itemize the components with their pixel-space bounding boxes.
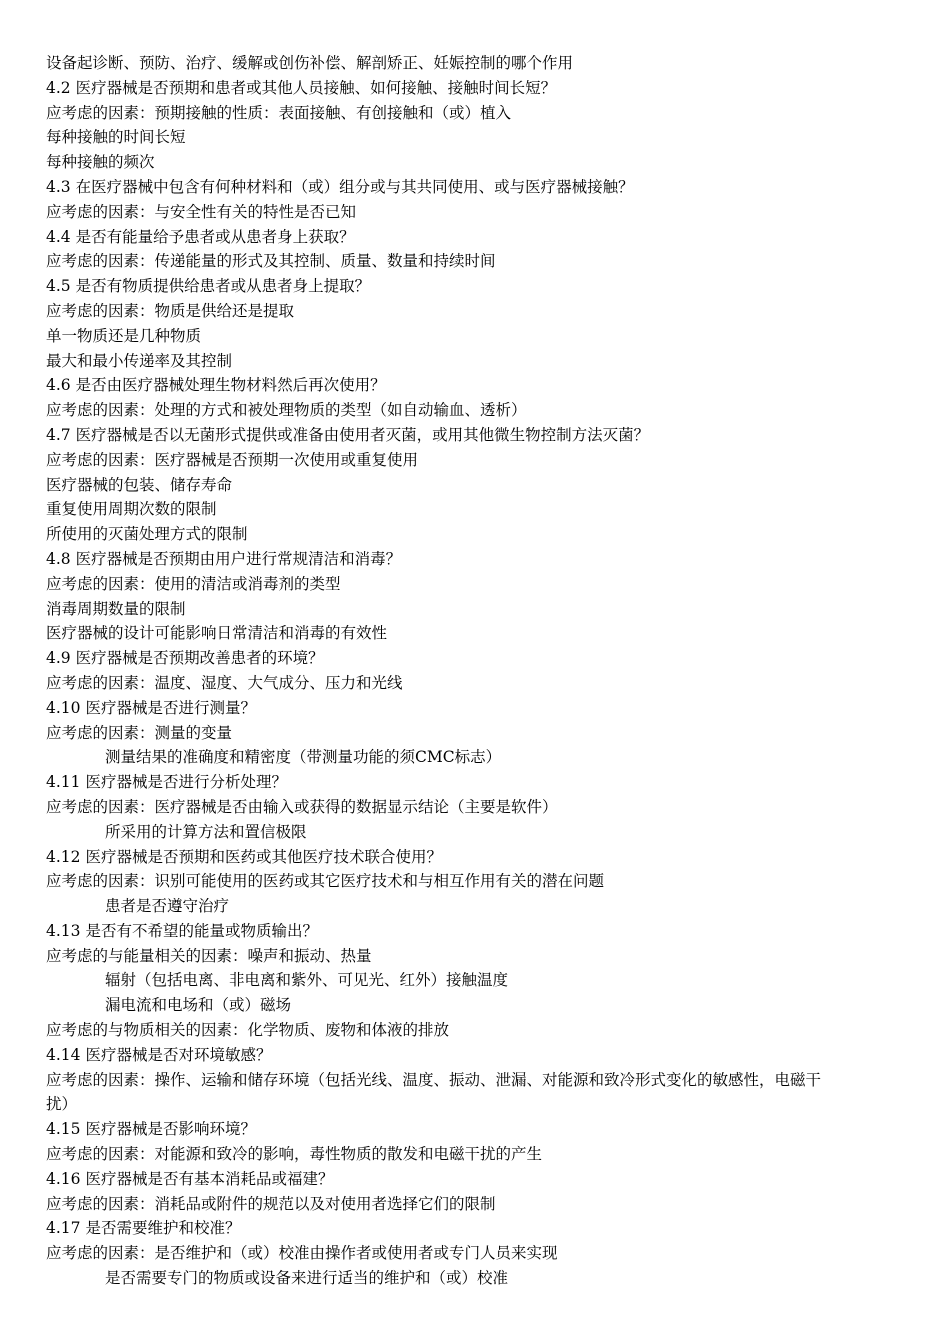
text-line: 4.7 医疗器械是否以无菌形式提供或准备由使用者灭菌，或用其他微生物控制方法灭菌？ [46, 425, 650, 444]
text-line: 应考虑的因素：医疗器械是否由输入或获得的数据显示结论（主要是软件） [46, 797, 558, 816]
text-line: 应考虑的因素：处理的方式和被处理物质的类型（如自动输血、透析） [46, 401, 527, 420]
text-line: 测量结果的准确度和精密度（带测量功能的须CMC标志） [105, 748, 502, 767]
text-line: 扰） [46, 1095, 78, 1114]
text-line: 应考虑的因素：使用的清洁或消毒剂的类型 [46, 574, 341, 593]
text-line: 4.9 医疗器械是否预期改善患者的环境？ [46, 649, 324, 668]
text-line: 应考虑的因素：物质是供给还是提取 [46, 301, 295, 320]
text-line: 设备起诊断、预防、治疗、缓解或创伤补偿、解剖矫正、妊娠控制的哪个作用 [46, 54, 574, 72]
text-line: 4.8 医疗器械是否预期由用户进行常规清洁和消毒？ [46, 549, 402, 568]
text-line: 单一物质还是几种物质 [46, 326, 202, 345]
text-line: 应考虑的因素：操作、运输和储存环境（包括光线、温度、振动、泄漏、对能源和致冷形式变化的敏感性，电磁干 [46, 1070, 822, 1089]
text-line: 应考虑的因素：消耗品或附件的规范以及对使用者选择它们的限制 [46, 1194, 496, 1213]
text-line: 4.15 医疗器械是否影响环境？ [46, 1120, 256, 1139]
text-line: 医疗器械的包装、储存寿命 [46, 475, 233, 494]
text-line: 4.11 医疗器械是否进行分析处理？ [46, 773, 287, 792]
text-line: 4.4 是否有能量给予患者或从患者身上获取？ [46, 227, 355, 246]
text-line: 是否需要专门的物质或设备来进行适当的维护和（或）校准 [105, 1269, 509, 1288]
text-line: 医疗器械的设计可能影响日常清洁和消毒的有效性 [46, 624, 388, 643]
text-line: 4.2 医疗器械是否预期和患者或其他人员接触、如何接触、接触时间长短？ [46, 78, 557, 97]
text-line: 4.6 是否由医疗器械处理生物材料然后再次使用？ [46, 376, 386, 395]
text-line: 应考虑的因素：医疗器械是否预期一次使用或重复使用 [46, 450, 419, 469]
text-line: 所采用的计算方法和置信极限 [105, 822, 307, 841]
text-line: 4.14 医疗器械是否对环境敏感？ [46, 1045, 272, 1064]
text-line: 最大和最小传递率及其控制 [46, 351, 233, 370]
text-line: 应考虑的因素：测量的变量 [46, 723, 233, 742]
text-line: 应考虑的因素：传递能量的形式及其控制、质量、数量和持续时间 [46, 252, 496, 271]
text-line: 应考虑的因素：对能源和致冷的影响，毒性物质的散发和电磁干扰的产生 [46, 1145, 543, 1164]
text-line: 所使用的灭菌处理方式的限制 [46, 525, 248, 544]
text-line: 每种接触的频次 [46, 153, 155, 172]
text-line: 辐射（包括电离、非电离和紫外、可见光、红外）接触温度 [105, 971, 509, 990]
text-line: 4.12 医疗器械是否预期和医药或其他医疗技术联合使用？ [46, 847, 442, 866]
text-line: 4.13 是否有不希望的能量或物质输出？ [46, 921, 318, 940]
text-line: 4.3 在医疗器械中包含有何种材料和（或）组分或与其共同使用、或与医疗器械接触？ [46, 177, 634, 196]
text-line: 重复使用周期次数的限制 [46, 500, 217, 519]
text-line: 应考虑的因素：温度、湿度、大气成分、压力和光线 [46, 673, 403, 692]
text-line: 应考虑的因素：是否维护和（或）校准由操作者或使用者或专门人员来实现 [46, 1244, 558, 1263]
text-line: 4.17 是否需要维护和校准？ [46, 1219, 241, 1238]
text-line: 应考虑的因素：识别可能使用的医药或其它医疗技术和与相互作用有关的潜在问题 [46, 872, 605, 891]
text-line: 应考虑的因素：预期接触的性质：表面接触、有创接触和（或）植入 [46, 103, 512, 122]
text-line: 应考虑的因素：与安全性有关的特性是否已知 [46, 202, 357, 221]
text-line: 应考虑的与能量相关的因素：噪声和振动、热量 [46, 946, 372, 965]
text-line: 4.16 医疗器械是否有基本消耗品或福建？ [46, 1169, 334, 1188]
text-line: 患者是否遵守治疗 [105, 897, 230, 916]
text-line: 消毒周期数量的限制 [46, 599, 186, 618]
text-line: 漏电流和电场和（或）磁场 [105, 996, 292, 1015]
text-line: 4.5 是否有物质提供给患者或从患者身上提取？ [46, 277, 371, 296]
document-body [46, 51, 908, 1291]
text-line: 4.10 医疗器械是否进行测量？ [46, 698, 256, 717]
text-line: 每种接触的时间长短 [46, 128, 186, 147]
text-line: 应考虑的与物质相关的因素：化学物质、废物和体液的排放 [46, 1021, 450, 1040]
